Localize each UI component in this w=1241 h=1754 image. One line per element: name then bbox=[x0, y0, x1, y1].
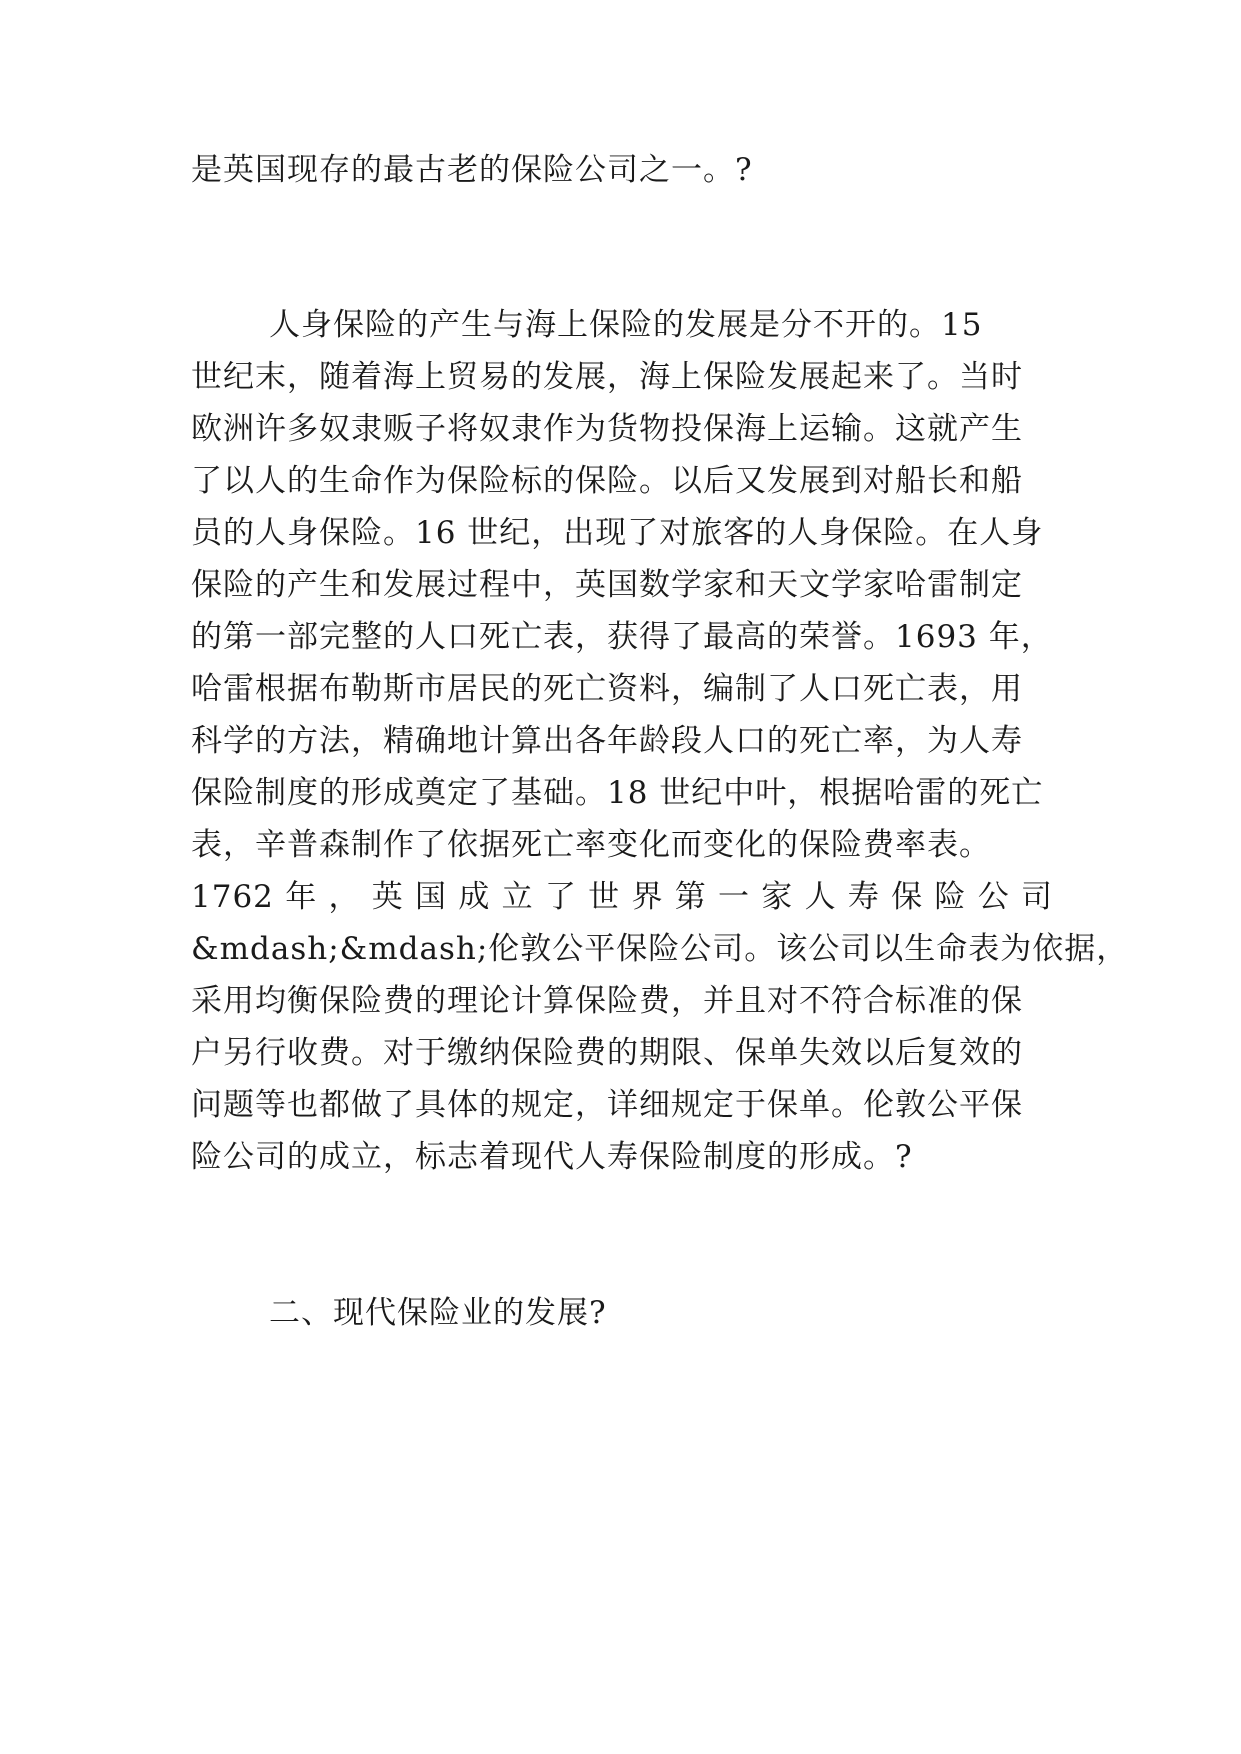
paragraph-2-line-13: &mdash;&mdash;伦敦公平保险公司。该公司以生命表为依据， bbox=[191, 931, 1129, 967]
paragraph-2-line-17: 险公司的成立，标志着现代人寿保险制度的形成。? bbox=[191, 1139, 913, 1175]
paragraph-2-line-2: 世纪末，随着海上贸易的发展，海上保险发展起来了。当时 bbox=[191, 359, 1023, 395]
paragraph-2-line-15: 户另行收费。对于缴纳保险费的期限、保单失效以后复效的 bbox=[191, 1035, 1023, 1071]
justified-token: 保 bbox=[891, 879, 924, 915]
justified-token: 1762 bbox=[191, 879, 274, 915]
justified-token: 了 bbox=[544, 879, 577, 915]
paragraph-2-line-10: 保险制度的形成奠定了基础。18 世纪中叶，根据哈雷的死亡 bbox=[191, 775, 1044, 811]
paragraph-2-line-12 bbox=[191, 877, 1053, 917]
paragraph-2-line-3: 欧洲许多奴隶贩子将奴隶作为货物投保海上运输。这就产生 bbox=[191, 411, 1023, 447]
paragraph-2-line-16: 问题等也都做了具体的规定，详细规定于保单。伦敦公平保 bbox=[191, 1087, 1023, 1123]
justified-token: 立 bbox=[501, 879, 534, 915]
justified-token: 险 bbox=[934, 879, 967, 915]
paragraph-2-line-9: 科学的方法，精确地计算出各年龄段人口的死亡率，为人寿 bbox=[191, 723, 1023, 759]
justified-token: 家 bbox=[761, 879, 794, 915]
justified-token: 国 bbox=[415, 879, 448, 915]
justified-token: 英 bbox=[371, 879, 404, 915]
justified-token: 公 bbox=[977, 879, 1010, 915]
section-heading: 二、现代保险业的发展? bbox=[269, 1295, 607, 1331]
paragraph-2-line-14: 采用均衡保险费的理论计算保险费，并且对不符合标准的保 bbox=[191, 983, 1023, 1019]
paragraph-2-line-1: 人身保险的产生与海上保险的发展是分不开的。15 bbox=[269, 307, 983, 343]
justified-token: 寿 bbox=[847, 879, 880, 915]
justified-token: 第 bbox=[674, 879, 707, 915]
justified-token: 人 bbox=[804, 879, 837, 915]
paragraph-2-line-6: 保险的产生和发展过程中，英国数学家和天文学家哈雷制定 bbox=[191, 567, 1023, 603]
paragraph-2-line-7: 的第一部完整的人口死亡表，获得了最高的荣誉。1693 年， bbox=[191, 619, 1053, 655]
paragraph-2-line-5: 员的人身保险。16 世纪，出现了对旅客的人身保险。在人身 bbox=[191, 515, 1044, 551]
justified-token: 年 bbox=[285, 879, 318, 915]
justified-token: 成 bbox=[458, 879, 491, 915]
paragraph-1-line-1: 是英国现存的最古老的保险公司之一。? bbox=[191, 152, 753, 188]
justified-token: 司 bbox=[1020, 879, 1053, 915]
paragraph-2-line-8: 哈雷根据布勒斯市居民的死亡资料，编制了人口死亡表，用 bbox=[191, 671, 1023, 707]
paragraph-2-line-11: 表，辛普森制作了依据死亡率变化而变化的保险费率表。 bbox=[191, 827, 991, 863]
justified-token: 世 bbox=[588, 879, 621, 915]
justified-token: 一 bbox=[718, 879, 750, 915]
justified-token: ， bbox=[328, 879, 361, 915]
paragraph-2-line-4: 了以人的生命作为保险标的保险。以后又发展到对船长和船 bbox=[191, 463, 1023, 499]
justified-token: 界 bbox=[631, 879, 664, 915]
